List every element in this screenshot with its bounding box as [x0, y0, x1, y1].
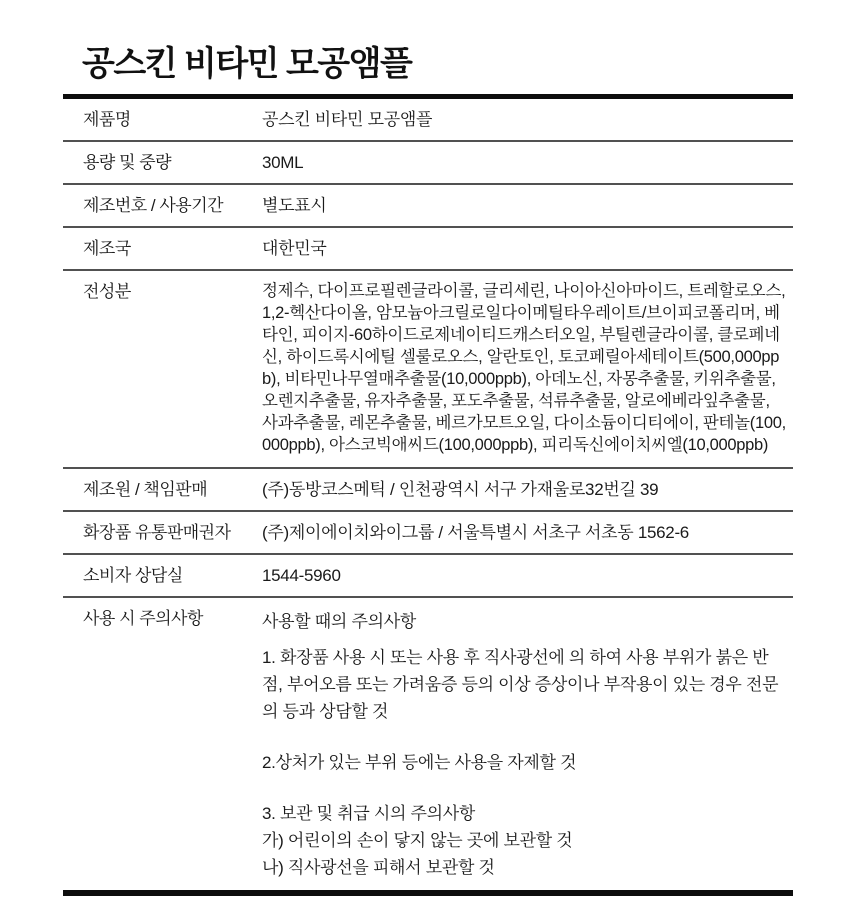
row-value: 별도표시: [262, 196, 327, 215]
precautions-paragraph: 2.상처가 있는 부위 등에는 사용을 자제할 것: [262, 753, 577, 772]
row-label: 전성분: [83, 282, 131, 301]
table-row-lot-expiry: [63, 185, 793, 228]
precautions-paragraph: 1. 화장품 사용 시 또는 사용 후 직사광선에 의 하여 사용 부위가 붉은 반점, 부어오름 또는 가려움증 등의 이상 증상이나 부작용이 있는 경우 전문의 등과 상담할 것: [262, 648, 779, 721]
table-row-customer-service: [63, 555, 793, 598]
page-title: 공스킨 비타민 모공앰플: [82, 45, 412, 83]
row-value: 공스킨 비타민 모공앰플: [262, 110, 433, 129]
row-label: 용량 및 중량: [83, 153, 172, 172]
table-row-country: [63, 228, 793, 271]
table-row-volume: [63, 142, 793, 185]
row-label: 화장품 유통판매권자: [83, 523, 231, 542]
row-label: 제조번호 / 사용기간: [83, 196, 224, 215]
product-info-table: [63, 94, 793, 896]
row-label: 제품명: [83, 110, 131, 129]
row-value: [262, 598, 793, 890]
table-row-product-name: [63, 99, 793, 142]
row-value: (주)제이에이치와이그룹 / 서울특별시 서초구 서초동 1562-6: [262, 523, 689, 542]
precautions-heading: 사용할 때의 주의사항: [262, 612, 416, 631]
table-row-manufacturer: [63, 469, 793, 512]
table-row-precautions: [63, 598, 793, 890]
row-label: 제조국: [83, 239, 131, 258]
row-value: 정제수, 다이프로필렌글라이콜, 글리세린, 나이아신아마이드, 트레할로오스, 1,2-헥산다이올, 암모늄아크릴로일다이메틸타우레이트/브이피코폴리머, 베타인, 피이지-60하이드로제네이티드캐스터오일, 부틸렌글라이콜, 클로페네신, 하이드록시에틸 셀룰로오스, 알란토인, 토코페릴아세테이트(500,000ppb), 비타민나무열매추출물(10,000ppb), 아데노신, 자몽추출물, 키위추출물, 오렌지추출물, 유자추출물, 포도추출물, 석류추출물, 알로에베라잎추출물, 사과추출물, 레몬추출물, 베르가모트오일, 다이소듐이디티에이, 판테놀(100,000ppb), 아스코빅애씨드(100,000ppb), 피리독신에이치씨엘(10,000ppb): [262, 282, 786, 454]
precautions-paragraph: 3. 보관 및 취급 시의 주의사항 가) 어린이의 손이 닿지 않는 곳에 보관할 것 나) 직사광선을 피해서 보관할 것: [262, 804, 573, 877]
row-value: 대한민국: [262, 239, 327, 258]
table-row-distributor: [63, 512, 793, 555]
row-label: 사용 시 주의사항: [83, 609, 203, 628]
row-label: 소비자 상담실: [83, 566, 183, 585]
row-value: (주)동방코스메틱 / 인천광역시 서구 가재울로32번길 39: [262, 480, 659, 499]
row-value: 30ML: [262, 153, 304, 172]
table-row-ingredients: [63, 271, 793, 469]
row-label: 제조원 / 책임판매: [83, 480, 208, 499]
product-info-sheet: [63, 0, 793, 896]
row-value: 1544-5960: [262, 566, 341, 585]
